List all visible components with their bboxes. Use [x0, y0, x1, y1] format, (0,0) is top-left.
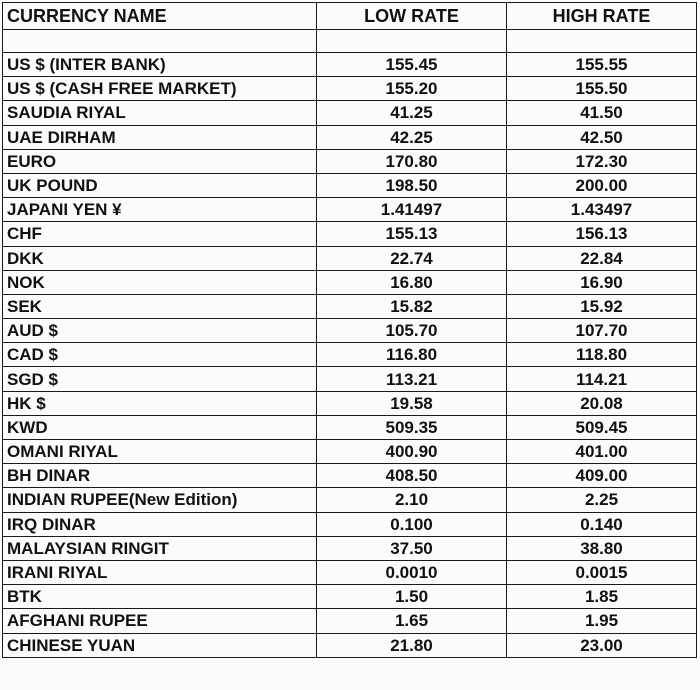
rates-body [3, 30, 697, 658]
table-row [3, 609, 697, 633]
low-rate-cell: 408.50 [317, 464, 507, 488]
table-row [3, 343, 697, 367]
table-row [3, 585, 697, 609]
header-low-rate: LOW RATE [317, 3, 507, 30]
table-row [3, 173, 697, 197]
currency-name-cell: NOK [3, 270, 317, 294]
currency-name-cell: KWD [3, 415, 317, 439]
low-rate-cell: 198.50 [317, 173, 507, 197]
blank-cell [317, 30, 507, 53]
high-rate-cell: 42.50 [507, 125, 697, 149]
high-rate-cell: 1.85 [507, 585, 697, 609]
low-rate-cell: 113.21 [317, 367, 507, 391]
currency-name-cell: MALAYSIAN RINGIT [3, 536, 317, 560]
low-rate-cell: 400.90 [317, 440, 507, 464]
low-rate-cell: 16.80 [317, 270, 507, 294]
currency-name-cell: AFGHANI RUPEE [3, 609, 317, 633]
table-row [3, 198, 697, 222]
table-row [3, 536, 697, 560]
table-row [3, 125, 697, 149]
table-row [3, 53, 697, 77]
low-rate-cell: 19.58 [317, 391, 507, 415]
high-rate-cell: 20.08 [507, 391, 697, 415]
low-rate-cell: 41.25 [317, 101, 507, 125]
high-rate-cell: 38.80 [507, 536, 697, 560]
currency-name-cell: INDIAN RUPEE(New Edition) [3, 488, 317, 512]
currency-name-cell: CAD $ [3, 343, 317, 367]
table-row [3, 270, 697, 294]
currency-name-cell: CHF [3, 222, 317, 246]
currency-name-cell: JAPANI YEN ¥ [3, 198, 317, 222]
low-rate-cell: 15.82 [317, 294, 507, 318]
high-rate-cell: 155.55 [507, 53, 697, 77]
table-row [3, 633, 697, 657]
blank-cell [3, 30, 317, 53]
high-rate-cell: 16.90 [507, 270, 697, 294]
low-rate-cell: 105.70 [317, 319, 507, 343]
high-rate-cell: 41.50 [507, 101, 697, 125]
high-rate-cell: 509.45 [507, 415, 697, 439]
low-rate-cell: 155.45 [317, 53, 507, 77]
currency-name-cell: AUD $ [3, 319, 317, 343]
high-rate-cell: 114.21 [507, 367, 697, 391]
header-currency-name: CURRENCY NAME [3, 3, 317, 30]
low-rate-cell: 2.10 [317, 488, 507, 512]
low-rate-cell: 170.80 [317, 149, 507, 173]
low-rate-cell: 1.65 [317, 609, 507, 633]
currency-name-cell: HK $ [3, 391, 317, 415]
currency-name-cell: OMANI RIYAL [3, 440, 317, 464]
low-rate-cell: 116.80 [317, 343, 507, 367]
high-rate-cell: 156.13 [507, 222, 697, 246]
currency-name-cell: SGD $ [3, 367, 317, 391]
blank-row [3, 30, 697, 53]
low-rate-cell: 22.74 [317, 246, 507, 270]
currency-name-cell: EURO [3, 149, 317, 173]
high-rate-cell: 15.92 [507, 294, 697, 318]
currency-name-cell: US $ (CASH FREE MARKET) [3, 77, 317, 101]
high-rate-cell: 172.30 [507, 149, 697, 173]
currency-name-cell: SEK [3, 294, 317, 318]
header-row [3, 3, 697, 30]
low-rate-cell: 1.50 [317, 585, 507, 609]
table-row [3, 560, 697, 584]
table-row [3, 512, 697, 536]
high-rate-cell: 409.00 [507, 464, 697, 488]
table-row [3, 77, 697, 101]
high-rate-cell: 2.25 [507, 488, 697, 512]
high-rate-cell: 107.70 [507, 319, 697, 343]
table-row [3, 415, 697, 439]
currency-rates-table [2, 2, 697, 658]
high-rate-cell: 118.80 [507, 343, 697, 367]
table-row [3, 246, 697, 270]
currency-name-cell: UAE DIRHAM [3, 125, 317, 149]
table-row [3, 222, 697, 246]
high-rate-cell: 1.95 [507, 609, 697, 633]
currency-name-cell: CHINESE YUAN [3, 633, 317, 657]
currency-name-cell: IRQ DINAR [3, 512, 317, 536]
currency-name-cell: BTK [3, 585, 317, 609]
table-row [3, 464, 697, 488]
high-rate-cell: 0.0015 [507, 560, 697, 584]
currency-name-cell: UK POUND [3, 173, 317, 197]
high-rate-cell: 23.00 [507, 633, 697, 657]
table-row [3, 149, 697, 173]
table-row [3, 391, 697, 415]
header-high-rate: HIGH RATE [507, 3, 697, 30]
table-row [3, 440, 697, 464]
low-rate-cell: 21.80 [317, 633, 507, 657]
high-rate-cell: 200.00 [507, 173, 697, 197]
low-rate-cell: 155.13 [317, 222, 507, 246]
table-row [3, 488, 697, 512]
table-row [3, 101, 697, 125]
table-row [3, 367, 697, 391]
high-rate-cell: 155.50 [507, 77, 697, 101]
low-rate-cell: 0.0010 [317, 560, 507, 584]
low-rate-cell: 42.25 [317, 125, 507, 149]
low-rate-cell: 0.100 [317, 512, 507, 536]
low-rate-cell: 155.20 [317, 77, 507, 101]
currency-name-cell: BH DINAR [3, 464, 317, 488]
high-rate-cell: 22.84 [507, 246, 697, 270]
table-row [3, 294, 697, 318]
high-rate-cell: 401.00 [507, 440, 697, 464]
table-row [3, 319, 697, 343]
currency-name-cell: US $ (INTER BANK) [3, 53, 317, 77]
blank-cell [507, 30, 697, 53]
currency-name-cell: IRANI RIYAL [3, 560, 317, 584]
high-rate-cell: 1.43497 [507, 198, 697, 222]
low-rate-cell: 37.50 [317, 536, 507, 560]
high-rate-cell: 0.140 [507, 512, 697, 536]
low-rate-cell: 509.35 [317, 415, 507, 439]
currency-name-cell: DKK [3, 246, 317, 270]
currency-name-cell: SAUDIA RIYAL [3, 101, 317, 125]
low-rate-cell: 1.41497 [317, 198, 507, 222]
